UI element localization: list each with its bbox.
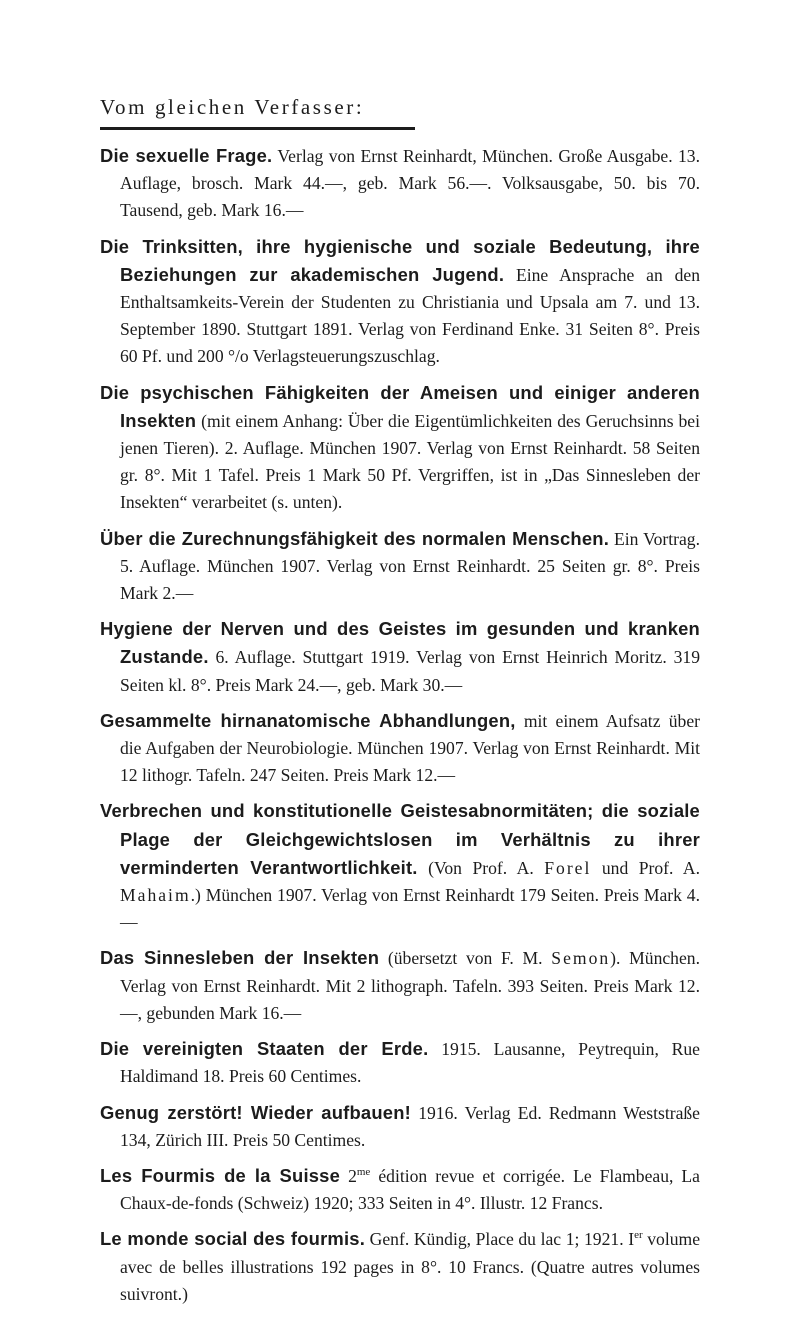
bibliography-entry (100, 1225, 700, 1308)
entry-title: Die sexuelle Frage. (100, 145, 273, 166)
translator-name: Semon (551, 948, 611, 969)
bibliography-entry (100, 379, 700, 517)
heading-rule (100, 127, 415, 130)
bibliography-list (100, 142, 700, 1316)
bibliography-entry (100, 525, 700, 608)
bibliography-entry (100, 1162, 700, 1217)
entry-details: (mit einem Anhang: Über die Eigentümlichkeiten des Geruchsinns bei jenen Tieren). 2. Auflage. München 1907. Verlag von Ernst Reinhardt. 58 Seiten gr. 8°. Mit 1 Tafel. Preis 1 Mark 50 Pf. Vergriffen, ist in „Das Sinnesleben der Insekten“ verarbeitet (s. unten). (120, 410, 700, 513)
entry-title: Die psychischen Fähigkeiten der Ameisen und einiger anderen Insekten (100, 381, 700, 431)
entry-details: édition revue et corrigée. Le Flambeau, La Chaux-de-fonds (Schweiz) 1920; 333 Seiten in 4°. Illustr. 12 Francs. (120, 1165, 700, 1214)
entry-title: Die Trinksitten, ihre hygienische und soziale Bedeutung, ihre Beziehungen zur akademischen Jugend. (100, 235, 700, 285)
entry-details: 1916. Verlag Ed. Redmann Weststraße 134, Zürich III. Preis 50 Centimes. (120, 1102, 700, 1150)
entry-title: Les Fourmis de la Suisse (100, 1164, 341, 1186)
entry-title: Das Sinnesleben der Insekten (100, 947, 380, 969)
entry-title: Le monde social des fourmis. (100, 1228, 366, 1250)
entry-details-prefix: Genf. Kündig, Place du lac 1; 1921. I (365, 1229, 635, 1250)
entry-title: Gesammelte hirnanatomische Abhandlungen, (100, 709, 516, 731)
volume-superscript: er (634, 1229, 643, 1242)
edition-superscript: me (356, 1166, 371, 1179)
entry-details-prefix: 2 (340, 1165, 357, 1186)
entry-title: Verbrechen und konstitutionelle Geistesabnormitäten; die soziale Plage der Gleichgewichtslosen im Verhältnis zu ihrer verminderten Verantwortlichkeit. (100, 800, 700, 878)
entry-title: Hygiene der Nerven und des Geistes im gesunden und kranken Zustande. (100, 618, 700, 668)
entry-details: mit einem Aufsatz über die Aufgaben der Neurobiologie. München 1907. Verlag von Ernst Reinhardt. Mit 12 lithogr. Tafeln. 247 Seiten. Preis Mark 12.— (120, 710, 700, 786)
bibliography-entry (100, 615, 700, 699)
entry-details: 6. Auflage. Stuttgart 1919. Verlag von Ernst Heinrich Moritz. 319 Seiten kl. 8°. Preis Mark 24.—, geb. Mark 30.— (120, 647, 700, 695)
entry-title: Die vereinigten Staaten der Erde. (100, 1038, 429, 1060)
entry-details-middle: und Prof. A. (591, 857, 701, 878)
page-heading: Vom gleichen Verfasser: (100, 95, 365, 119)
bibliography-entry (100, 1099, 700, 1154)
entry-title: Genug zerstört! Wieder aufbauen! (100, 1101, 411, 1123)
entry-title: Über die Zurechnungsfähigkeit des normalen Menschen. (100, 527, 610, 549)
entry-details: volume avec de belles illustrations 192 pages in 8°. 10 Francs. (Quatre autres volumes suivront.) (120, 1229, 701, 1304)
bibliography-entry (100, 233, 700, 371)
entry-details: Verlag von Ernst Reinhardt, München. Große Ausgabe. 13. Auflage, brosch. Mark 44.—, geb. Mark 56.—. Volksausgabe, 50. bis 70. Tausend, geb. Mark 16.— (120, 146, 700, 221)
entry-details: 1915. Lausanne, Peytrequin, Rue Haldimand 18. Preis 60 Centimes. (120, 1039, 700, 1087)
entry-details-prefix: (Von Prof. A. (417, 857, 545, 878)
bibliography-entry (100, 142, 700, 225)
bibliography-entry (100, 944, 700, 1027)
entry-details: Ein Vortrag. 5. Auflage. München 1907. Verlag von Ernst Reinhardt. 25 Seiten gr. 8°. Preis Mark 2.— (120, 528, 700, 604)
bibliography-entry (100, 797, 700, 936)
bibliography-entry (100, 1035, 700, 1090)
entry-details: ). München. Verlag von Ernst Reinhardt. Mit 2 lithograph. Tafeln. 393 Seiten. Preis Mark 12.—, gebunden Mark 16.— (120, 948, 700, 1023)
entry-details: Eine Ansprache an den Enthaltsamkeits-Verein der Studenten zu Christiania und Upsala am 7. und 13. September 1890. Stuttgart 1891. Verlag von Ferdinand Enke. 31 Seiten 8°. Preis 60 Pf. und 200 °/o Verlagsteuerungszuschlag. (120, 264, 701, 367)
author-name: Forel (544, 857, 592, 878)
entry-details-prefix: (übersetzt von F. M. (379, 948, 552, 969)
entry-details: .) München 1907. Verlag von Ernst Reinhardt 179 Seiten. Preis Mark 4.— (120, 885, 700, 933)
author-name: Mahaim (120, 885, 191, 906)
bibliography-entry (100, 707, 700, 790)
